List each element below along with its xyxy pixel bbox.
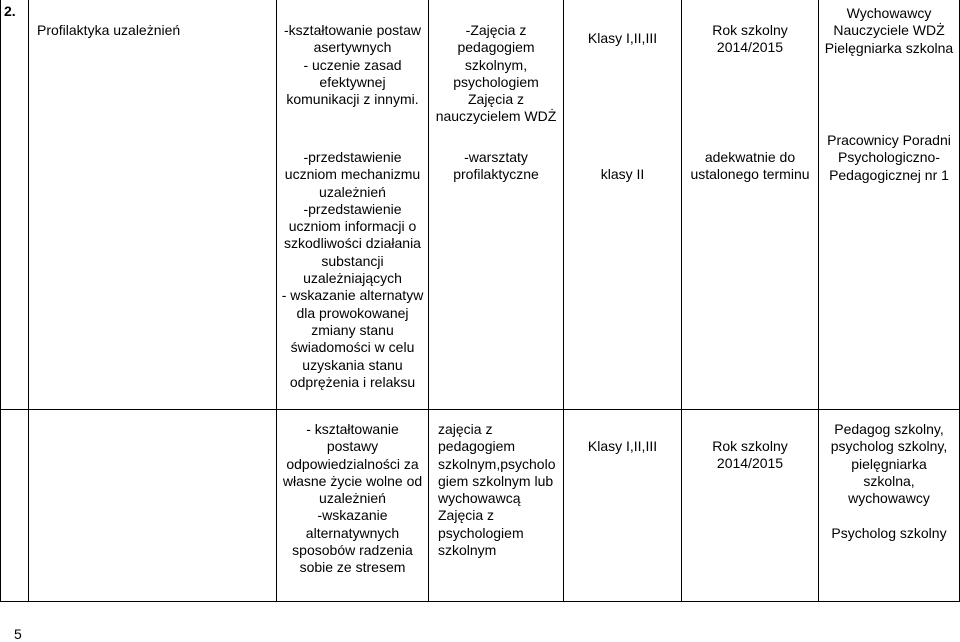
table-cell-responsible: Pracownicy Poradni Psychologiczno- Pedagogicznej nr 1 (827, 132, 951, 183)
table-cell-forms: -Zajęcia z pedagogiem szkolnym, psychologiem Zajęcia z nauczycielem WDŻ (435, 22, 557, 125)
table-cell-term: Rok szkolny 2014/2015 (712, 438, 788, 472)
row-number: 2. (4, 3, 16, 19)
row-divider (0, 409, 960, 410)
table-cell-responsible: Pedagog szkolny, psycholog szkolny, pielęgniarka szkolna, wychowawcy Psycholog szkolny (830, 421, 948, 541)
table-cell-goals: - kształtowanie postawy odpowiedzialności za własne życie wolne od uzależnień -wskazanie alternatywnych sposobów radzenia sobie ze stresem (282, 421, 423, 576)
table-cell-responsible: Wychowawcy Nauczyciele WDŻ Pielęgniarka szkolna (824, 5, 954, 56)
table-cell-forms: zajęcia z pedagogiem szkolnym,psycholo giem szkolnym lub wychowawcą Zajęcia z psychologiem szkolnym (438, 421, 556, 559)
table-cell-classes: Klasy I,II,III (587, 438, 658, 454)
column-divider (681, 0, 682, 602)
table-cell-term: adekwatnie do ustalonego terminu (690, 149, 810, 183)
table-border-bottom (0, 601, 960, 602)
table-border-left (0, 0, 1, 602)
table-cell-forms: -warsztaty profilaktyczne (453, 149, 539, 183)
section-title: Profilaktyka uzależnień (37, 22, 181, 38)
column-divider (28, 0, 29, 602)
table-cell-classes: Klasy I,II,III (587, 30, 658, 46)
table-cell-classes: klasy II (600, 166, 645, 182)
column-divider (563, 0, 564, 602)
table-cell-term: Rok szkolny 2014/2015 (712, 22, 788, 56)
table-cell-goals: -kształtowanie postaw asertywnych - uczenie zasad efektywnej komunikacji z innymi. (284, 22, 421, 108)
table-cell-goals: -przedstawienie uczniom mechanizmu uzależnień -przedstawienie uczniom informacji o szkodliwości działania substancji uzależniających - wskazanie alternatyw dla prowokowanej zmiany stanu świadomości w celu uzyskania stanu odprężenia i relaksu (281, 149, 424, 390)
page-number: 5 (14, 626, 22, 642)
